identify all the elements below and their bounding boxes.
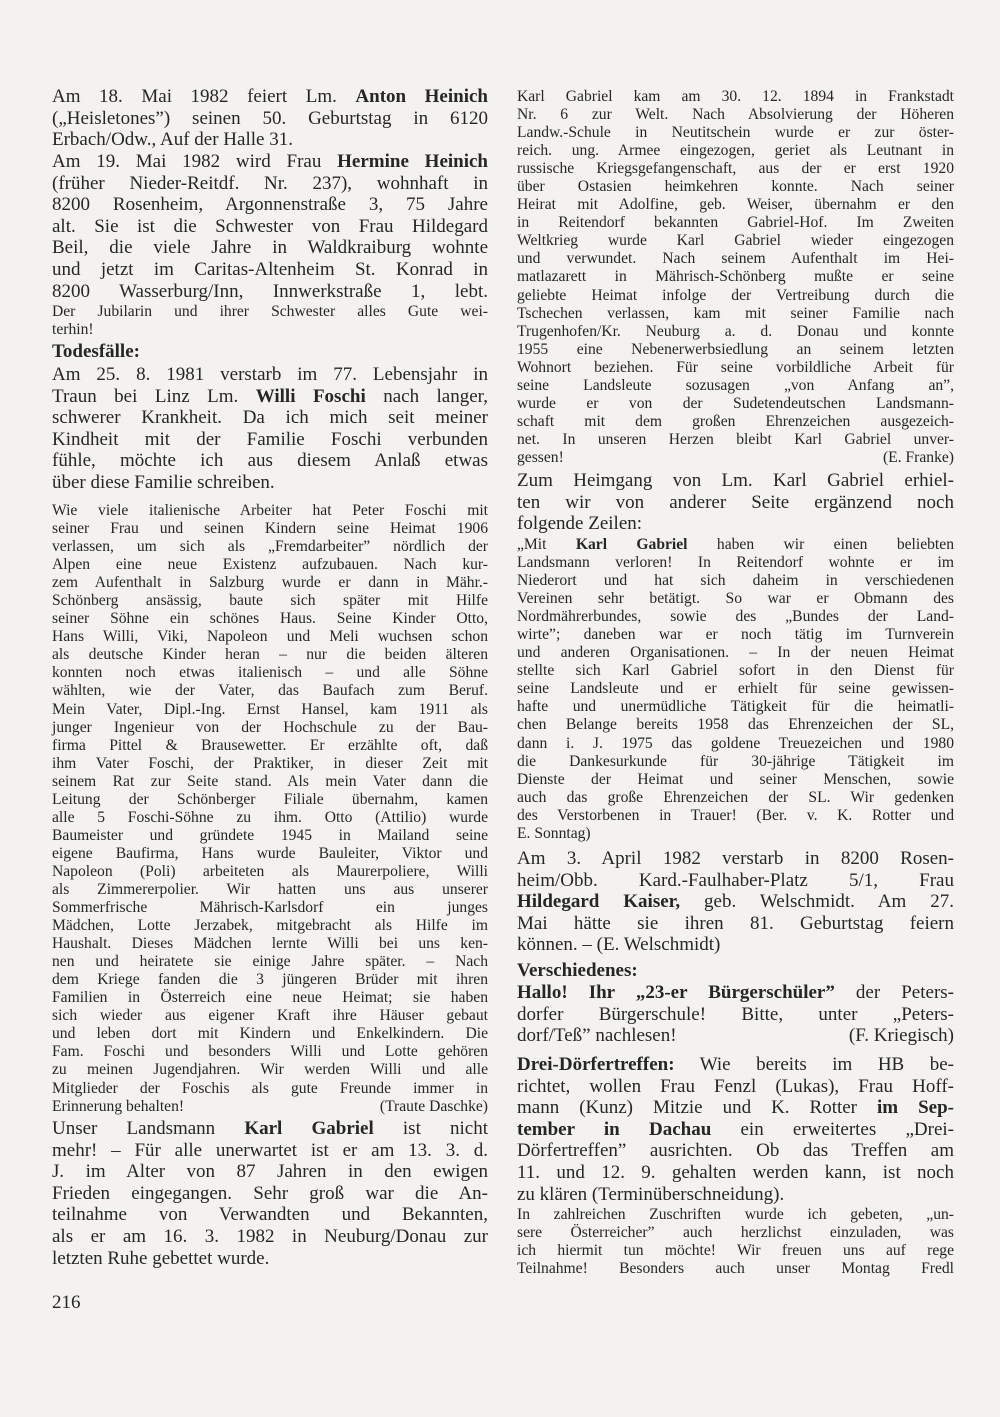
text-line: (früher Nieder-Reitdf. Nr. 237), wohnhaft in xyxy=(52,172,488,194)
text-line: zu klären (Terminüberschneidung). xyxy=(517,1183,785,1205)
text-line: des Verstorbenen in Trauer! (Ber. v. K. Rotter und xyxy=(517,806,954,824)
section-heading-verschiedenes: Verschiedenes: xyxy=(517,960,638,981)
text-line: und leben dort mit Kindern und Enkelkindern. Die xyxy=(52,1025,488,1043)
bold-name: tember in Dachau xyxy=(517,1118,712,1140)
text-line: terhin! xyxy=(52,321,94,339)
text-line: schwerer Krankheit. Da ich mich seit meiner xyxy=(52,407,488,429)
page-number: 216 xyxy=(52,1292,81,1313)
bold-name: Hildegard Kaiser, xyxy=(517,891,681,913)
text-line: mehr! – Für alle unerwartet ist er am 13. 3. d. xyxy=(52,1139,488,1161)
text-line: stellte sich Karl Gabriel sofort in den Dienst für xyxy=(517,662,954,680)
author-attribution: (Traute Daschke) xyxy=(379,1097,488,1115)
text-line: seiner Frau und seinen Kindern seine Heimat 1906 xyxy=(52,520,488,538)
text-line: die Dankesurkunde für 30-jährige Tätigkeit im xyxy=(517,752,954,770)
text-line: Leitung der Schönberger Filiale übernahm, kamen xyxy=(52,790,488,808)
text-line: und verwundet. Nach seinem Aufenthalt im Hei- xyxy=(517,250,954,268)
text-line: Hildegard Kaiser, geb. Welschmidt. Am 27. xyxy=(517,891,954,913)
text-line: Drei-Dörfertreffen: Wie bereits im HB be- xyxy=(517,1054,954,1075)
text-line: alt. Sie ist die Schwester von Frau Hildegard xyxy=(52,215,488,237)
text-line: als Zimmererpolier. Wir hatten uns aus unserer xyxy=(52,880,488,898)
paragraph-anton-heinich-birthday xyxy=(52,86,488,151)
text-line: wählten, wie der Vater, das Baufach zum Beruf. xyxy=(52,682,488,700)
text-line: dorfer Bürgerschule! Bitte, unter „Peters- xyxy=(517,1003,954,1025)
text-line: in Reitendorf bekannten Gabriel-Hof. Im Zweiten xyxy=(517,214,954,232)
text-line: Landw.-Schule in Neutitschein wurde er zur öster- xyxy=(517,124,954,142)
text-line: Zum Heimgang von Lm. Karl Gabriel erhiel- xyxy=(517,470,954,491)
bold-name: Anton Heinich xyxy=(355,86,488,107)
text-line: Am 3. April 1982 verstarb in 8200 Rosen- xyxy=(517,848,954,869)
text-line: heim/Obb. Kard.-Faulhaber-Platz 5/1, Frau xyxy=(517,869,954,891)
text-line: und jetzt im Caritas-Altenheim St. Konrad in xyxy=(52,258,488,280)
text-line: Erbach/Odw., Auf der Halle 31. xyxy=(52,129,293,151)
text-line xyxy=(517,449,954,467)
text-line: nen und heiratete sie einige Jahre später. – Nach xyxy=(52,953,488,971)
text-line: Hallo! Ihr „23-er Bürgerschüler” der Peters- xyxy=(517,982,954,1003)
text-line: als er am 16. 3. 1982 in Neuburg/Donau zur xyxy=(52,1225,488,1247)
text-line: Beil, die viele Jahre in Waldkraiburg wohnte xyxy=(52,237,488,259)
bold-name: Willi Foschi xyxy=(255,385,366,407)
paragraph-hildegard-kaiser-obituary xyxy=(517,848,954,956)
text-line: Hans Willi, Viki, Napoleon und Meli wuchsen schon xyxy=(52,628,488,646)
text-line: „Mit Karl Gabriel haben wir einen beliebten xyxy=(517,536,954,553)
text-line: Nordmährerbundes, sowie des „Bundes der Land- xyxy=(517,608,954,626)
text-line: dann i. J. 1975 das goldene Treuezeichen und 1980 xyxy=(517,734,954,752)
bold-name: Hallo! Ihr „23-er Bürgerschüler” xyxy=(517,982,835,1003)
text-line: über diese Familie schreiben. xyxy=(52,471,275,493)
text-line: Alpen eine neue Existenz aufzubauen. Nach kur- xyxy=(52,556,488,574)
text-line: geliebte Heimat infolge der Vertreibung durch die xyxy=(517,286,954,304)
text-line: Tschechen verlassen, kam mit seiner Familie nach xyxy=(517,304,954,322)
text-line: seine Landsleute und er erhielt für seine gewissen- xyxy=(517,680,954,698)
text-line: können. – (E. Welschmidt) xyxy=(517,934,721,956)
text-line: matlazarett in Mährisch-Schönberg mußte er seine xyxy=(517,268,954,286)
author-attribution: (F. Kriegisch) xyxy=(848,1025,954,1047)
text-line: Heirat mit Adolfine, geb. Weiser, übernahm er den xyxy=(517,196,954,214)
paragraph-invitation-austrians xyxy=(517,1206,954,1278)
bold-name: Drei-Dörfertreffen: xyxy=(517,1054,675,1075)
text-line: Unser Landsmann Karl Gabriel ist nicht xyxy=(52,1118,488,1139)
text-line: Sommerfrische Mährisch-Karlsdorf ein junges xyxy=(52,899,488,917)
text-line: als deutsche Kinder heran – nur die beiden älteren xyxy=(52,646,488,664)
text-line: Niederort und hat sich daheim in verschiedenen xyxy=(517,572,954,590)
text-line: seinem Rat zur Seite stand. Als mein Vater dann die xyxy=(52,772,488,790)
text-line: Haushalt. Dieses Mädchen lernte Willi bei uns ken- xyxy=(52,935,488,953)
text-line: In zahlreichen Zuschriften wurde ich gebeten, „un- xyxy=(517,1206,954,1223)
text-line: Kindheit mit der Familie Foschi verbunden xyxy=(52,428,488,450)
text-line: Landsmann verloren! In Reitendorf wohnte er im xyxy=(517,554,954,572)
text-line: Dienste der Heimat und seiner Menschen, sowie xyxy=(517,770,954,788)
text-line: Mädchen, Lotte Jerzabek, mitgebracht als Hilfe im xyxy=(52,917,488,935)
text-line: 8200 Rosenheim, Argonnenstraße 3, 75 Jahre xyxy=(52,194,488,216)
bold-name: Karl Gabriel xyxy=(575,536,688,553)
text-line: seine Landsleute sozusagen „von Anfang an”, xyxy=(517,376,954,394)
paragraph-karl-gabriel-biography xyxy=(517,88,954,467)
paragraph-willi-foschi-obituary xyxy=(52,364,488,494)
text-line: 11. und 12. 9. gehalten werden kann, ist noch xyxy=(517,1161,954,1183)
text-line: Weltkrieg wurde Karl Gabriel wieder eingezogen xyxy=(517,232,954,250)
text-line: über Ostasien heimkehren konnte. Nach seiner xyxy=(517,178,954,196)
section-heading-todesfaelle: Todesfälle: xyxy=(52,341,140,362)
paragraph-hermine-heinich-birthday xyxy=(52,151,488,302)
text-line: Am 19. Mai 1982 wird Frau Hermine Heinich xyxy=(52,151,488,172)
text-line: Am 18. Mai 1982 feiert Lm. Anton Heinich xyxy=(52,86,488,107)
text-line: richtet, wollen Frau Fenzl (Lukas), Frau Hoff- xyxy=(517,1075,954,1097)
text-line: alle 5 Foschi-Söhne zu ihm. Otto (Attilio) wurde xyxy=(52,808,488,826)
text-line: Wie viele italienische Arbeiter hat Peter Foschi mit xyxy=(52,502,488,519)
text-line: zem Aufenthalt in Salzburg wurde er dann in Mähr.- xyxy=(52,574,488,592)
text-line: Frieden eingegangen. Sehr groß war die An- xyxy=(52,1182,488,1204)
text-line: Dörfertreffen” ausrichten. Ob das Treffen am xyxy=(517,1140,954,1162)
text-line: sere Österreicher” auch herzlichst einzuladen, was xyxy=(517,1224,954,1242)
line-left-part: dorf/Teß” nachlesen! xyxy=(517,1025,677,1047)
author-attribution: (E. Franke) xyxy=(882,448,954,466)
text-line: Fam. Foschi und besonders Willi und Lotte gehören xyxy=(52,1043,488,1061)
text-line: sich wieder aus eigener Kraft ihre Häuser gebaut xyxy=(52,1007,488,1025)
text-line: russische Kriegsgefangenschaft, aus der er erst 1920 xyxy=(517,160,954,178)
line-left-part: Erinnerung behalten! xyxy=(52,1097,185,1115)
text-line: J. im Alter von 87 Jahren in den ewigen xyxy=(52,1161,488,1183)
text-line: schaft mit dem großen Ehrenzeichen ausgezeich- xyxy=(517,412,954,430)
text-line: Trugenhofen/Kr. Neuburg a. d. Donau und konnte xyxy=(517,322,954,340)
text-line: reich. ung. Armee eingezogen, geriet als Leutnant in xyxy=(517,142,954,160)
text-line: auch das große Ehrenzeichen der SL. Wir gedenken xyxy=(517,788,954,806)
text-line: dem Kriege fanden die 3 jüngeren Brüder mit ihren xyxy=(52,971,488,989)
text-line: firma Pittel & Brausewetter. Er erzählte oft, daß xyxy=(52,736,488,754)
text-line: Wohnort beziehen. Für seine vorbildliche Arbeit für xyxy=(517,358,954,376)
bold-name: im Sep- xyxy=(877,1097,954,1119)
text-line: Teilnahme! Besonders auch unser Montag Fredl xyxy=(517,1260,954,1278)
text-line: ten wir von anderer Seite ergänzend noch xyxy=(517,491,954,513)
text-line: Familien in Österreich eine neue Heimat; sie haben xyxy=(52,989,488,1007)
text-line: zu meinen Jugendjahren. Wir werden Willi und alle xyxy=(52,1061,488,1079)
paragraph-drei-doerfertreffen xyxy=(517,1054,954,1205)
text-line xyxy=(52,1098,488,1116)
text-line: Nr. 6 zur Welt. Nach Absolvierung der Höheren xyxy=(517,106,954,124)
text-line: 8200 Wasserburg/Inn, Innwerkstraße 1, lebt. xyxy=(52,280,488,302)
text-line: („Heisletones”) seinen 50. Geburtstag in 6120 xyxy=(52,107,488,129)
text-line: Traun bei Linz Lm. Willi Foschi nach langer, xyxy=(52,385,488,407)
text-line: fühle, möchte ich aus diesem Anlaß etwas xyxy=(52,450,488,472)
paragraph-birthday-wishes xyxy=(52,303,488,339)
text-line: verlassen, um sich als „Fremdarbeiter” nördlich der xyxy=(52,538,488,556)
text-line: junger Ingenieur von der Hochschule zu der Bau- xyxy=(52,718,488,736)
paragraph-karl-gabriel-death xyxy=(52,1118,488,1269)
paragraph-karl-gabriel-tribute xyxy=(517,536,954,843)
text-line: net. In unseren Herzen bleibt Karl Gabriel unver- xyxy=(517,430,954,448)
text-line: tember in Dachau ein erweitertes „Drei- xyxy=(517,1118,955,1140)
text-line: Am 25. 8. 1981 verstarb im 77. Lebensjahr in xyxy=(52,364,488,385)
text-line: Mitglieder der Foschis als gute Freunde immer in xyxy=(52,1079,488,1097)
bold-name: Hermine Heinich xyxy=(337,151,488,172)
text-line: mann (Kunz) Mitzie und K. Rotter im Sep- xyxy=(517,1097,954,1119)
text-line: chen Belange bereits 1958 das Ehrenzeichen der SL, xyxy=(517,716,954,734)
paragraph-foschi-family-history xyxy=(52,502,488,1116)
text-line: Mein Vater, Dipl.-Ing. Ernst Hansel, kam 1911 als xyxy=(52,700,488,718)
text-line: Baumeister und gründete 1945 in Mailand seine xyxy=(52,826,488,844)
text-line: Napoleon (Poli) arbeiteten als Maurerpoliere, Willi xyxy=(52,862,488,880)
text-line: Vereinen sehr betätigt. So war er Obmann des xyxy=(517,590,954,608)
text-line: wurde er von der Sudetendeutschen Landsmann- xyxy=(517,394,954,412)
text-line: eigene Baufirma, Hans wurde Bauleiter, Viktor und xyxy=(52,844,488,862)
bold-name: Karl Gabriel xyxy=(244,1118,374,1139)
text-line: Mai hätte sie ihren 81. Geburtstag feiern xyxy=(517,912,954,934)
text-line: und anderen Organisationen. – In der neuen Heimat xyxy=(517,644,954,662)
text-line xyxy=(517,1025,954,1047)
line-left-part: gessen! xyxy=(517,448,564,466)
text-line: hafte und unermüdliche Tätigkeit für die heimatli- xyxy=(517,698,954,716)
text-line: teilnahme von Verwandten und Bekannten, xyxy=(52,1204,488,1226)
text-line: ihm Vater Foschi, der Praktiker, in dieser Zeit mit xyxy=(52,754,488,772)
text-line: ich hiermit tun möchte! Wir freuen uns auf rege xyxy=(517,1242,954,1260)
text-line: E. Sonntag) xyxy=(517,824,591,842)
text-line: folgende Zeilen: xyxy=(517,513,643,535)
text-line: letzten Ruhe gebettet wurde. xyxy=(52,1247,270,1269)
text-line: konnten noch etwas italienisch – und alle Söhne xyxy=(52,664,488,682)
text-line: Karl Gabriel kam am 30. 12. 1894 in Frankstadt xyxy=(517,88,954,105)
paragraph-buergerschueler-notice xyxy=(517,982,954,1047)
text-line: Der Jubilarin und ihrer Schwester alles Gute wei- xyxy=(52,303,488,320)
paragraph-heimgang-intro xyxy=(517,470,954,535)
text-line: Schönberg ansässig, baute sich später mit Hilfe xyxy=(52,592,488,610)
text-line: wirte”; daneben war er noch tätig im Turnverein xyxy=(517,626,954,644)
text-line: 1955 eine Nebenerwerbsiedlung an seinem letzten xyxy=(517,340,954,358)
text-line: seiner Söhne ein schönes Haus. Seine Kinder Otto, xyxy=(52,610,488,628)
